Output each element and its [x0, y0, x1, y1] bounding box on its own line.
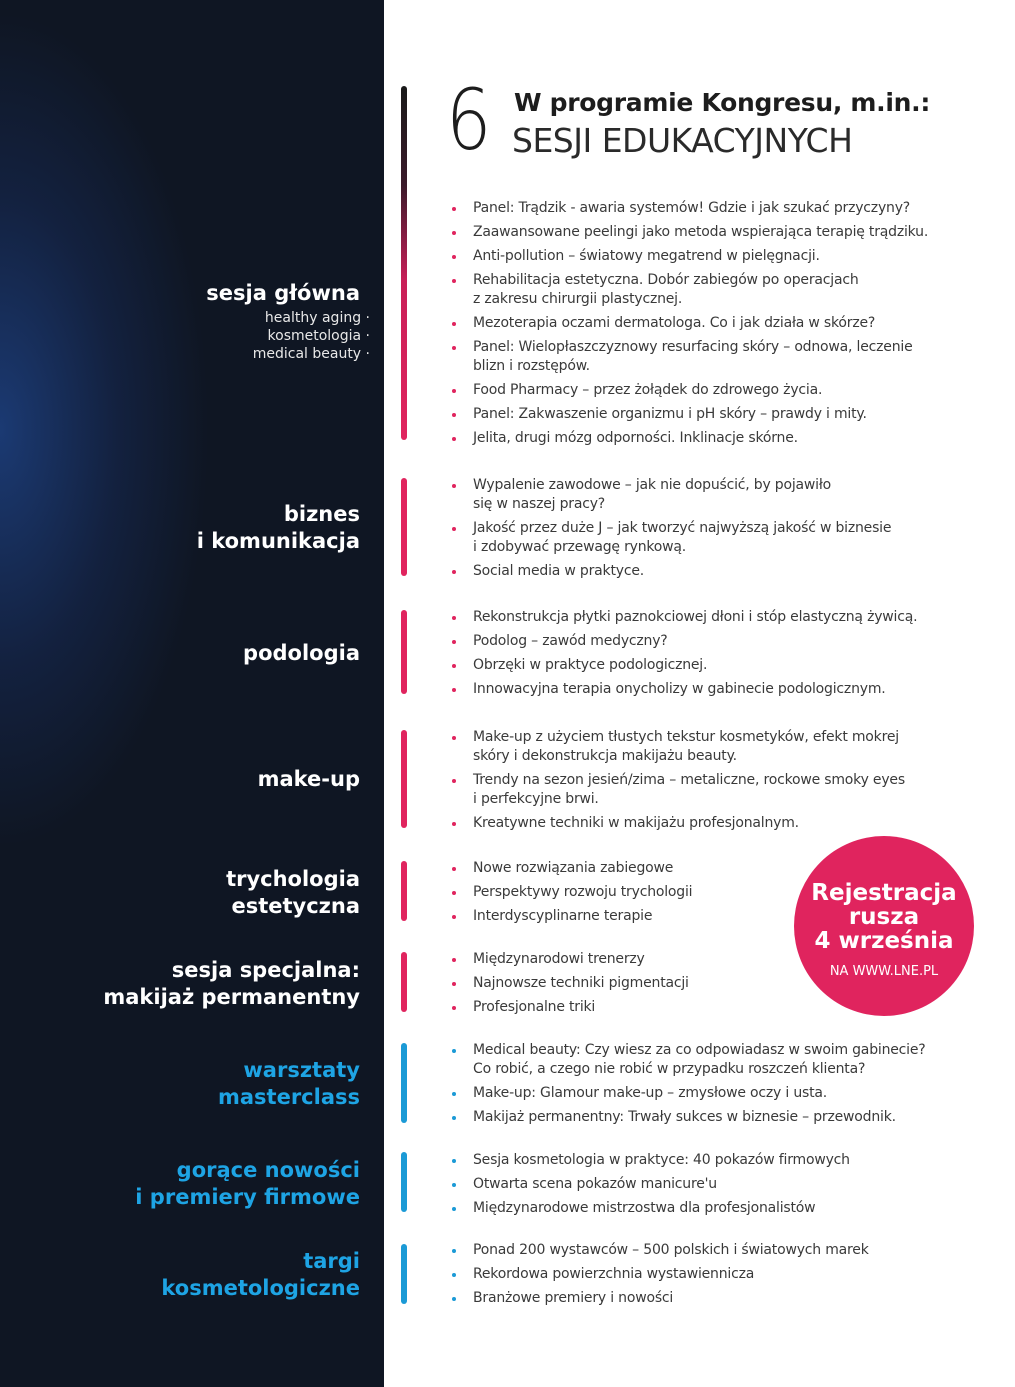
list-item: Trendy na sezon jesień/zima – metaliczne, rockowe smoky eyes i perfekcyjne brwi.	[449, 771, 959, 809]
section-title-line: sesja specjalna:	[171, 958, 360, 982]
section-subtitle-line: kosmetologia ·	[267, 328, 370, 344]
list-item: Sesja kosmetologia w praktyce: 40 pokazów firmowych	[449, 1151, 959, 1170]
bullet-icon	[452, 1159, 456, 1163]
bullet-icon	[452, 688, 456, 692]
section-items-main	[449, 199, 959, 453]
list-item: Mezoterapia oczami dermatologa. Co i jak działa w skórze?	[449, 314, 959, 333]
section-title-line: kosmetologiczne	[161, 1276, 360, 1300]
section-title-podology	[243, 640, 360, 667]
bullet-icon	[452, 413, 456, 417]
section-title-makeup	[258, 766, 360, 793]
section-items-podology	[449, 608, 959, 704]
list-item: Kreatywne techniki w makijażu profesjonalnym.	[449, 814, 959, 833]
section-title-line: masterclass	[217, 1085, 360, 1109]
list-item: Międzynarodowe mistrzostwa dla profesjonalistów	[449, 1199, 959, 1218]
section-divider-bar	[401, 610, 407, 694]
section-items-business	[449, 476, 959, 586]
list-item: Panel: Wielopłaszczyznowy resurfacing skóry – odnowa, leczenie blizn i rozstępów.	[449, 338, 959, 376]
list-item: Podolog – zawód medyczny?	[449, 632, 959, 651]
bullet-icon	[452, 279, 456, 283]
section-divider-bar	[401, 86, 407, 440]
bullet-icon	[452, 915, 456, 919]
badge-line: rusza	[848, 904, 920, 930]
list-item: Profesjonalne triki	[449, 998, 959, 1017]
list-item: Ponad 200 wystawców – 500 polskich i światowych marek	[449, 1241, 959, 1260]
section-title-fair	[161, 1248, 360, 1302]
bullet-icon	[452, 822, 456, 826]
list-item: Make-up z użyciem tłustych tekstur kosmetyków, efekt mokrej skóry i dekonstrukcja makijażu beauty.	[449, 728, 959, 766]
list-item: Anti-pollution – światowy megatrend w pielęgnacji.	[449, 247, 959, 266]
section-title-special	[103, 957, 360, 1011]
bullet-icon	[452, 322, 456, 326]
list-item: Make-up: Glamour make-up – zmysłowe oczy i usta.	[449, 1084, 959, 1103]
list-item: Innowacyjna terapia onycholizy w gabinecie podologicznym.	[449, 680, 959, 699]
bullet-icon	[452, 207, 456, 211]
section-divider-bar	[401, 1152, 407, 1212]
bullet-icon	[452, 640, 456, 644]
section-title-line: warsztaty	[243, 1058, 360, 1082]
list-item: Najnowsze techniki pigmentacji	[449, 974, 959, 993]
section-title-line: make-up	[257, 767, 360, 791]
list-item: Jakość przez duże J – jak tworzyć najwyższą jakość w biznesie i zdobywać przewagę rynkową.	[449, 519, 959, 557]
section-items-workshops	[449, 1041, 959, 1132]
list-item: Jelita, drugi mózg odporności. Inklinacje skórne.	[449, 429, 959, 448]
list-item: Rehabilitacja estetyczna. Dobór zabiegów po operacjach z zakresu chirurgii plastycznej.	[449, 271, 959, 309]
bullet-icon	[452, 1092, 456, 1096]
list-item: Międzynarodowi trenerzy	[449, 950, 959, 969]
section-title-line: makijaż permanentny	[103, 985, 360, 1009]
registration-badge	[794, 836, 974, 1016]
list-item: Medical beauty: Czy wiesz za co odpowiadasz w swoim gabinecie? Co robić, a czego nie robić w przypadku roszczeń klienta?	[449, 1041, 959, 1079]
section-title-workshops	[218, 1057, 360, 1111]
section-items-fair	[449, 1241, 959, 1313]
bullet-icon	[452, 736, 456, 740]
list-item: Rekonstrukcja płytki paznokciowej dłoni i stóp elastyczną żywicą.	[449, 608, 959, 627]
section-title-line: targi	[303, 1249, 360, 1273]
program-subheading: SESJI EDUKACYJNYCH	[512, 121, 853, 160]
bullet-icon	[452, 891, 456, 895]
bullet-icon	[452, 389, 456, 393]
section-subtitle-line: medical beauty ·	[252, 346, 370, 362]
badge-line: 4 września	[814, 928, 954, 954]
list-item: Food Pharmacy – przez żołądek do zdrowego życia.	[449, 381, 959, 400]
section-title-line: gorące nowości	[176, 1158, 360, 1182]
program-heading: W programie Kongresu, m.in.:	[514, 88, 931, 117]
list-item: Rekordowa powierzchnia wystawiennicza	[449, 1265, 959, 1284]
section-title-line: biznes	[283, 502, 360, 526]
registration-link[interactable]: NA WWW.LNE.PL	[829, 964, 939, 979]
bullet-icon	[452, 958, 456, 962]
section-title-line: estetyczna	[231, 894, 360, 918]
section-subtitle-main	[253, 309, 370, 363]
list-item: Social media w praktyce.	[449, 562, 959, 581]
section-items-news	[449, 1151, 959, 1223]
section-title-line: i komunikacja	[196, 529, 360, 553]
list-item: Panel: Trądzik - awaria systemów! Gdzie i jak szukać przyczyny?	[449, 199, 959, 218]
bullet-icon	[452, 346, 456, 350]
list-item: Makijaż permanentny: Trwały sukces w biznesie – przewodnik.	[449, 1108, 959, 1127]
bullet-icon	[452, 255, 456, 259]
list-item: Zaawansowane peelingi jako metoda wspierająca terapię trądziku.	[449, 223, 959, 242]
section-title-line: i premiery firmowe	[135, 1185, 360, 1209]
bullet-icon	[452, 1207, 456, 1211]
list-item: Otwarta scena pokazów manicure'u	[449, 1175, 959, 1194]
section-divider-bar	[401, 1244, 407, 1304]
list-item: Branżowe premiery i nowości	[449, 1289, 959, 1308]
section-title-line: sesja główna	[206, 281, 360, 305]
bullet-icon	[452, 616, 456, 620]
section-title-line: trychologia	[226, 867, 360, 891]
section-divider-bar	[401, 730, 407, 828]
bullet-icon	[452, 867, 456, 871]
bullet-icon	[452, 437, 456, 441]
bullet-icon	[452, 779, 456, 783]
badge-line: Rejestracja	[811, 880, 957, 906]
bullet-icon	[452, 1183, 456, 1187]
bullet-icon	[452, 1006, 456, 1010]
section-title-main	[206, 280, 360, 307]
list-item: Nowe rozwiązania zabiegowe	[449, 859, 959, 878]
section-divider-bar	[401, 861, 407, 921]
list-item: Interdyscyplinarne terapie	[449, 907, 959, 926]
section-divider-bar	[401, 952, 407, 1012]
list-item: Wypalenie zawodowe – jak nie dopuścić, by pojawiło się w naszej pracy?	[449, 476, 959, 514]
bullet-icon	[452, 1049, 456, 1053]
bullet-icon	[452, 1273, 456, 1277]
section-title-news	[135, 1157, 360, 1211]
bullet-icon	[452, 527, 456, 531]
section-title-business	[197, 501, 360, 555]
section-items-makeup	[449, 728, 959, 838]
bullet-icon	[452, 1116, 456, 1120]
section-subtitle-line: healthy aging ·	[264, 310, 370, 326]
bullet-icon	[452, 664, 456, 668]
section-title-line: podologia	[243, 641, 360, 665]
bullet-icon	[452, 484, 456, 488]
section-title-trichology	[226, 866, 360, 920]
list-item: Obrzęki w praktyce podologicznej.	[449, 656, 959, 675]
section-divider-bar	[401, 1043, 407, 1123]
bullet-icon	[452, 1249, 456, 1253]
section-divider-bar	[401, 478, 407, 576]
bullet-icon	[452, 982, 456, 986]
list-item: Perspektywy rozwoju trychologii	[449, 883, 959, 902]
bullet-icon	[452, 1297, 456, 1301]
list-item: Panel: Zakwaszenie organizmu i pH skóry – prawdy i mity.	[449, 405, 959, 424]
bullet-icon	[452, 570, 456, 574]
sessions-count-number: 6	[446, 71, 492, 169]
bullet-icon	[452, 231, 456, 235]
